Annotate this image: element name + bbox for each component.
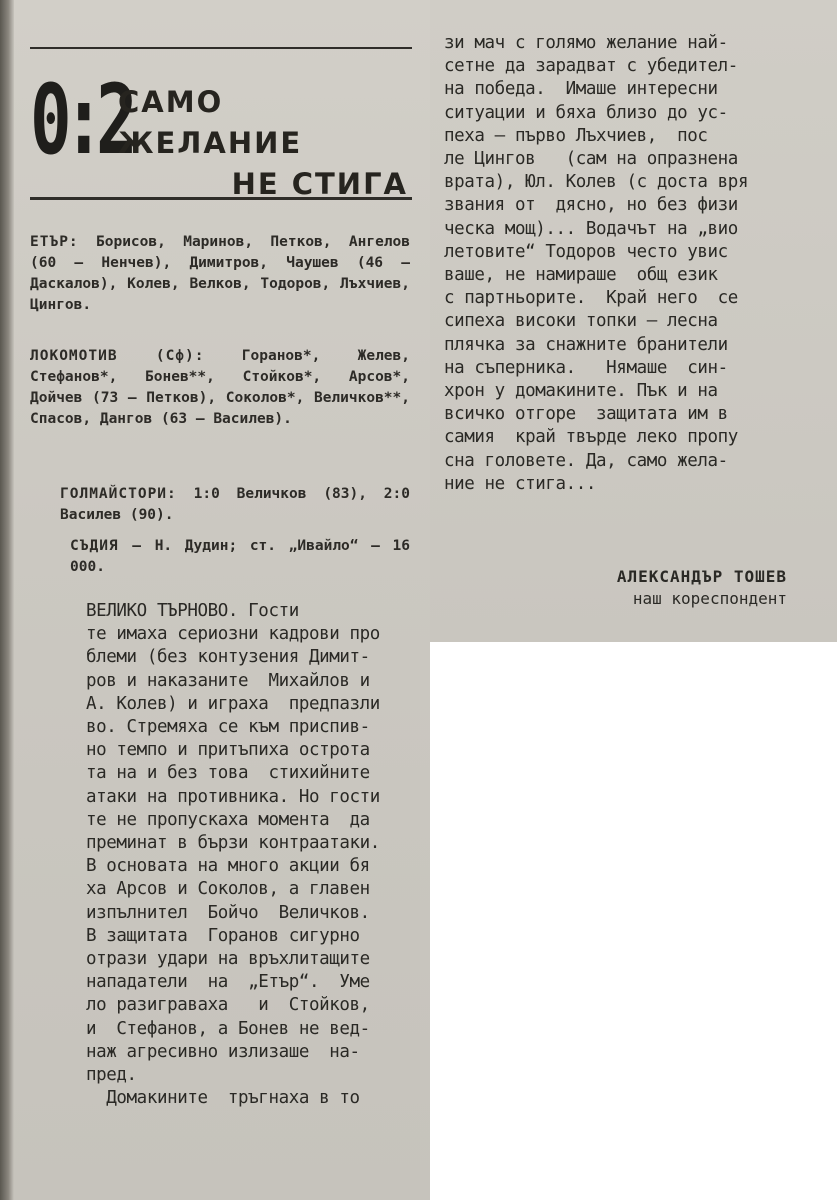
article-right-line: ваше, не намираше общ език <box>444 265 718 286</box>
article-left-line: та на и без това стихийните <box>86 763 370 784</box>
referee-line <box>70 536 410 578</box>
article-right-line: сна головете. Да, само жела- <box>444 450 728 471</box>
article-right-line: летовите“ Тодоров често увис <box>444 241 728 262</box>
author-role: наш кореспондент <box>632 589 787 608</box>
author-name: АЛЕКСАНДЪР ТОШЕВ <box>616 567 787 586</box>
article-left-line: ло разиграваха и Стойков, <box>86 995 370 1016</box>
article-left-line: ров и наказаните Михайлов и <box>86 670 370 691</box>
article-left-line: отрази удари на връхлитащите <box>86 949 370 970</box>
article-right-line: ле Цингов (сам на опразнена <box>444 149 738 170</box>
article-right-line: на съперника. Нямаше син- <box>444 357 728 378</box>
home-team-name: ЕТЪР: <box>30 234 79 250</box>
article-left-line: В защитата Горанов сигурно <box>86 925 360 946</box>
headline-line-2: НЕ СТИГА <box>231 167 408 201</box>
article-right-line: самия край твърде леко пропу <box>444 427 738 448</box>
article-right-line: зи мач с голямо желание най- <box>444 33 728 53</box>
article-right-line: плячка за снажните бранители <box>444 334 728 355</box>
article-right-line: ние не стига... <box>444 473 597 494</box>
author-signature <box>617 566 787 610</box>
article-right-line: на победа. Имаше интересни <box>444 79 718 100</box>
article-left-line: блеми (без контузения Димит- <box>86 647 370 668</box>
article-text-right <box>444 32 824 496</box>
article-right-line: всичко отгоре защитата им в <box>444 404 728 425</box>
home-players: Борисов, Маринов, Петков, Ангелов (60 — Ненчев), Димитров, Чаушев (46 — Даскалов), Колев, Велков, Тодоров, Лъхчиев, Цингов. <box>30 234 410 313</box>
away-lineup <box>30 346 410 430</box>
scorers-text: 1:0 Величков (83), 2:0 Василев (90). <box>60 486 410 523</box>
article-left-line: во. Стремяха се към приспив- <box>86 717 370 738</box>
article-left-line: А. Колев) и играха предпазли <box>86 693 380 714</box>
article-right-line: пеха — първо Лъхчиев, пос <box>444 125 708 146</box>
article-left-line: но темпо и притъпиха острота <box>86 740 370 761</box>
article-right-line: с партньорите. Край него се <box>444 288 738 309</box>
article-headline <box>118 82 408 205</box>
article-left-line: атаки на противника. Но гости <box>86 786 380 807</box>
article-left-line: Домакините тръгнаха в то <box>86 1088 360 1109</box>
top-rule <box>30 47 412 49</box>
away-team-name: ЛОКОМОТИВ (Сф): <box>30 348 205 364</box>
article-right-line: хрон у домакините. Пък и на <box>444 381 718 402</box>
article-right-line: звания от дясно, но без физи <box>444 195 738 216</box>
match-score: 0:2 <box>30 64 129 176</box>
binding-edge <box>0 0 14 1200</box>
article-left-line: пред. <box>86 1065 137 1086</box>
article-right-line: ческа мощ)... Водачът на „вио <box>444 218 738 239</box>
article-left-line: нападатели на „Етър“. Уме <box>86 972 370 993</box>
article-left-line: наж агресивно излизаше на- <box>86 1041 360 1062</box>
article-right-line: сипеха високи топки — лесна <box>444 311 718 332</box>
article-left-line: те имаха сериозни кадрови про <box>86 624 380 645</box>
referee-text: Н. Дудин; ст. „Ивайло“ — 16 000. <box>70 538 410 575</box>
headline-line-1: САМО ЖЕЛАНИЕ <box>118 85 303 160</box>
away-players: Горанов*, Желев, Стефанов*, Бонев**, Стойков*, Арсов*, Дойчев (73 — Петков), Соколов*, Величков**, Спасов, Дангов (63 — Василев). <box>30 348 410 427</box>
article-text-left <box>86 600 426 1110</box>
referee-label: СЪДИЯ — <box>70 538 143 554</box>
article-left-line: те не пропускаха момента да <box>86 809 370 830</box>
article-left-line: ВЕЛИКО ТЪРНОВО. Гости <box>86 601 299 621</box>
article-left-line: изпълнител Бойчо Величков. <box>86 902 370 923</box>
article-left-line: и Стефанов, а Бонев не вед- <box>86 1018 370 1039</box>
article-left-line: преминат в бързи контраатаки. <box>86 833 380 854</box>
article-left-line: В основата на много акции бя <box>86 856 370 877</box>
article-right-line: сетне да зарадват с убедител- <box>444 56 738 77</box>
scorers-line <box>60 484 410 526</box>
article-left-line: ха Арсов и Соколов, а главен <box>86 879 370 900</box>
home-lineup <box>30 232 410 316</box>
scorers-label: ГОЛМАЙСТОРИ: <box>60 486 177 502</box>
article-right-line: ситуации и бяха близо до ус- <box>444 102 728 123</box>
article-right-line: врата), Юл. Колев (с доста вря <box>444 172 749 193</box>
